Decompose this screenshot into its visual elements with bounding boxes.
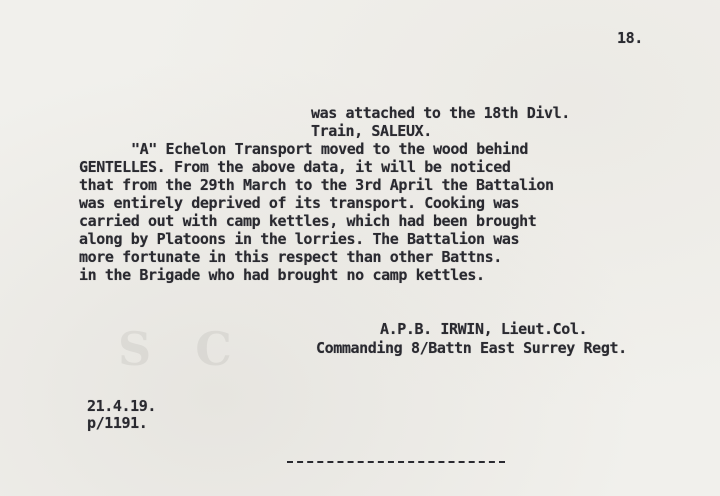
body-line: that from the 29th March to the 3rd April the Battalion [79, 176, 554, 194]
document-date: 21.4.19. [87, 397, 157, 415]
page-number: 18. [617, 29, 643, 47]
signature-name: A.P.B. IRWIN, Lieut.Col. [380, 320, 588, 338]
faint-stamp-mark: S C [118, 322, 236, 376]
signature-title: Commanding 8/Battn East Surrey Regt. [316, 339, 627, 357]
body-line: GENTELLES. From the above data, it will be noticed [79, 158, 511, 176]
body-line: in the Brigade who had brought no camp kettles. [79, 266, 485, 284]
body-line: was attached to the 18th Divl. [311, 104, 570, 122]
body-line: was entirely deprived of its transport. Cooking was [79, 194, 520, 212]
closing-dashed-rule [287, 461, 505, 463]
document-reference: p/1191. [87, 414, 148, 432]
body-line: "A" Echelon Transport moved to the wood behind [131, 140, 529, 158]
body-line: carried out with camp kettles, which had been brought [79, 212, 537, 230]
body-line: Train, SALEUX. [311, 122, 432, 140]
body-line: along by Platoons in the lorries. The Battalion was [79, 230, 520, 248]
body-line: more fortunate in this respect than other Battns. [79, 248, 502, 266]
